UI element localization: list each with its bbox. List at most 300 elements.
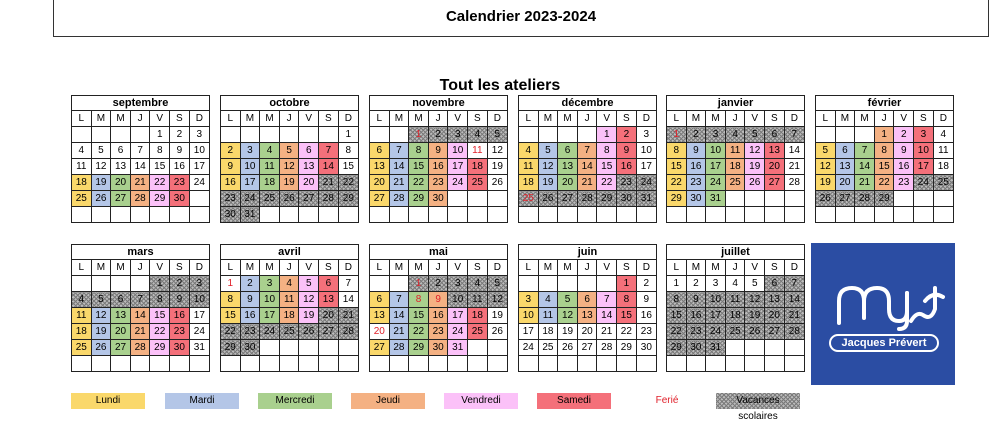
day-cell: 12 <box>558 308 578 324</box>
day-cell: 15 <box>874 159 894 175</box>
day-header: S <box>468 260 488 276</box>
day-cell <box>784 191 804 207</box>
day-cell: 27 <box>299 191 319 207</box>
day-cell: 1 <box>597 127 617 143</box>
day-cell: 2 <box>617 127 637 143</box>
day-cell <box>914 191 934 207</box>
day-cell <box>855 207 875 223</box>
day-cell <box>745 356 765 372</box>
day-cell: 22 <box>409 175 429 191</box>
day-cell: 9 <box>686 292 706 308</box>
day-header: M <box>558 260 578 276</box>
day-cell: 10 <box>260 292 280 308</box>
day-cell <box>894 191 914 207</box>
day-cell <box>130 127 150 143</box>
legend-item: Mardi <box>165 393 239 409</box>
day-header: M <box>409 111 429 127</box>
day-cell: 4 <box>260 143 280 159</box>
day-header: V <box>745 111 765 127</box>
day-cell: 29 <box>667 340 687 356</box>
day-cell: 20 <box>558 175 578 191</box>
day-cell <box>170 207 190 223</box>
day-cell: 23 <box>170 324 190 340</box>
day-cell: 14 <box>784 292 804 308</box>
day-cell: 17 <box>240 175 260 191</box>
day-cell: 18 <box>933 159 953 175</box>
day-cell: 11 <box>468 143 488 159</box>
day-cell: 10 <box>706 292 726 308</box>
day-cell: 26 <box>816 191 836 207</box>
day-header: S <box>170 111 190 127</box>
day-cell: 22 <box>150 324 170 340</box>
day-cell: 4 <box>72 292 92 308</box>
day-header: D <box>784 260 804 276</box>
day-cell: 3 <box>448 127 468 143</box>
day-header: M <box>686 260 706 276</box>
month-calendar <box>666 95 805 223</box>
day-cell: 30 <box>617 191 637 207</box>
day-cell: 24 <box>189 324 209 340</box>
day-cell: 18 <box>725 308 745 324</box>
day-cell: 12 <box>745 292 765 308</box>
day-cell: 2 <box>686 276 706 292</box>
day-cell: 30 <box>240 340 260 356</box>
day-cell: 28 <box>577 191 597 207</box>
day-cell: 22 <box>221 324 241 340</box>
day-cell <box>686 207 706 223</box>
day-cell: 9 <box>428 292 448 308</box>
month-calendar <box>71 95 210 223</box>
day-cell <box>279 356 299 372</box>
page-title: Calendrier 2023-2024 <box>445 8 597 25</box>
day-cell: 1 <box>667 276 687 292</box>
day-cell: 5 <box>745 127 765 143</box>
day-header: V <box>150 260 170 276</box>
day-cell: 23 <box>170 175 190 191</box>
day-header: J <box>130 111 150 127</box>
day-cell <box>706 356 726 372</box>
day-cell: 1 <box>150 127 170 143</box>
day-header: M <box>558 111 578 127</box>
day-cell: 6 <box>577 292 597 308</box>
day-cell <box>189 207 209 223</box>
day-cell: 8 <box>617 292 637 308</box>
day-header: M <box>91 111 111 127</box>
day-cell: 21 <box>319 175 339 191</box>
day-cell <box>338 356 358 372</box>
day-cell: 15 <box>617 308 637 324</box>
day-cell: 18 <box>538 324 558 340</box>
day-cell <box>448 191 468 207</box>
day-cell: 4 <box>519 143 539 159</box>
day-header: D <box>487 111 507 127</box>
day-cell: 13 <box>111 308 131 324</box>
day-cell: 27 <box>558 191 578 207</box>
day-cell <box>636 356 656 372</box>
day-header: D <box>636 111 656 127</box>
day-cell: 1 <box>338 127 358 143</box>
day-cell: 21 <box>338 308 358 324</box>
day-cell: 31 <box>448 340 468 356</box>
day-cell: 5 <box>299 276 319 292</box>
day-cell: 17 <box>914 159 934 175</box>
day-cell: 27 <box>765 175 785 191</box>
day-cell <box>519 207 539 223</box>
day-cell <box>597 276 617 292</box>
day-cell: 6 <box>370 292 390 308</box>
day-cell: 5 <box>816 143 836 159</box>
day-cell: 3 <box>448 276 468 292</box>
day-cell <box>519 276 539 292</box>
day-cell <box>260 207 280 223</box>
day-cell: 12 <box>745 143 765 159</box>
day-cell: 13 <box>370 159 390 175</box>
day-cell: 7 <box>130 292 150 308</box>
day-cell: 26 <box>745 175 765 191</box>
day-cell: 17 <box>706 308 726 324</box>
day-cell: 27 <box>370 191 390 207</box>
day-cell: 15 <box>667 308 687 324</box>
day-header: V <box>448 260 468 276</box>
day-cell <box>725 191 745 207</box>
day-cell: 1 <box>409 276 429 292</box>
day-header: J <box>279 260 299 276</box>
day-header: V <box>597 260 617 276</box>
day-cell: 27 <box>111 340 131 356</box>
day-cell: 15 <box>221 308 241 324</box>
day-cell: 30 <box>686 340 706 356</box>
day-cell: 30 <box>686 191 706 207</box>
day-header: J <box>428 260 448 276</box>
day-cell: 24 <box>706 324 726 340</box>
day-cell <box>487 191 507 207</box>
day-header: L <box>816 111 836 127</box>
day-cell: 5 <box>745 276 765 292</box>
day-header: M <box>538 111 558 127</box>
day-cell: 24 <box>189 175 209 191</box>
day-cell: 19 <box>745 159 765 175</box>
day-cell: 4 <box>725 127 745 143</box>
day-cell <box>338 340 358 356</box>
day-cell <box>636 207 656 223</box>
day-cell: 29 <box>221 340 241 356</box>
day-cell <box>389 207 409 223</box>
day-cell: 17 <box>636 159 656 175</box>
day-cell: 15 <box>409 159 429 175</box>
day-cell <box>538 207 558 223</box>
mjc-logo-icon <box>811 243 955 333</box>
day-cell: 18 <box>72 324 92 340</box>
day-cell: 6 <box>370 143 390 159</box>
day-cell <box>617 356 637 372</box>
day-cell <box>487 356 507 372</box>
day-cell: 7 <box>784 127 804 143</box>
month-name: janvier <box>667 96 805 111</box>
day-cell: 20 <box>111 175 131 191</box>
day-cell: 12 <box>91 159 111 175</box>
day-cell: 1 <box>409 127 429 143</box>
day-cell <box>130 356 150 372</box>
day-header: V <box>150 111 170 127</box>
day-cell: 17 <box>189 159 209 175</box>
day-cell <box>319 127 339 143</box>
day-header: J <box>130 260 150 276</box>
day-cell: 6 <box>111 143 131 159</box>
day-cell <box>279 207 299 223</box>
day-cell: 31 <box>636 191 656 207</box>
day-cell: 12 <box>538 159 558 175</box>
day-cell <box>448 356 468 372</box>
day-header: M <box>538 260 558 276</box>
day-cell: 21 <box>389 175 409 191</box>
day-cell <box>597 356 617 372</box>
month-name: octobre <box>221 96 359 111</box>
day-cell: 28 <box>597 340 617 356</box>
day-cell: 16 <box>894 159 914 175</box>
day-cell <box>745 340 765 356</box>
day-cell: 24 <box>914 175 934 191</box>
day-cell: 9 <box>617 143 637 159</box>
day-cell <box>389 127 409 143</box>
day-cell: 18 <box>468 308 488 324</box>
day-cell: 28 <box>784 324 804 340</box>
day-cell: 24 <box>260 324 280 340</box>
day-cell: 12 <box>91 308 111 324</box>
day-cell: 25 <box>279 324 299 340</box>
day-cell <box>468 340 488 356</box>
day-cell: 19 <box>816 175 836 191</box>
day-cell: 17 <box>448 159 468 175</box>
day-cell <box>706 207 726 223</box>
day-cell: 23 <box>894 175 914 191</box>
day-cell: 9 <box>170 143 190 159</box>
day-cell <box>319 340 339 356</box>
day-cell: 7 <box>577 143 597 159</box>
day-cell: 25 <box>468 324 488 340</box>
day-cell <box>72 207 92 223</box>
mjc-logo <box>811 243 955 385</box>
day-cell: 4 <box>538 292 558 308</box>
day-cell: 2 <box>428 276 448 292</box>
day-cell: 9 <box>221 159 241 175</box>
day-cell: 25 <box>725 324 745 340</box>
day-cell: 26 <box>279 191 299 207</box>
day-cell: 5 <box>91 143 111 159</box>
day-cell <box>538 276 558 292</box>
day-cell: 25 <box>519 191 539 207</box>
day-cell: 5 <box>487 276 507 292</box>
day-cell: 13 <box>299 159 319 175</box>
day-header: D <box>933 111 953 127</box>
day-header: D <box>636 260 656 276</box>
day-cell: 15 <box>597 159 617 175</box>
day-cell: 14 <box>597 308 617 324</box>
month-name: juillet <box>667 245 805 260</box>
day-cell: 17 <box>448 308 468 324</box>
day-cell: 24 <box>448 175 468 191</box>
day-header: V <box>894 111 914 127</box>
day-cell: 3 <box>706 127 726 143</box>
day-cell: 5 <box>91 292 111 308</box>
day-cell <box>299 207 319 223</box>
day-cell: 30 <box>170 340 190 356</box>
day-header: J <box>577 260 597 276</box>
day-cell: 22 <box>150 175 170 191</box>
day-cell: 10 <box>448 143 468 159</box>
calendar-subtitle: Tout les ateliers <box>439 77 561 94</box>
day-cell <box>468 356 488 372</box>
day-cell <box>855 127 875 143</box>
day-cell <box>617 207 637 223</box>
day-cell: 20 <box>370 324 390 340</box>
day-cell <box>874 207 894 223</box>
day-cell: 10 <box>706 143 726 159</box>
day-cell: 28 <box>130 340 150 356</box>
day-header: M <box>835 111 855 127</box>
day-cell <box>150 207 170 223</box>
day-cell: 21 <box>855 175 875 191</box>
day-cell <box>319 356 339 372</box>
day-cell: 20 <box>319 308 339 324</box>
legend-item: Samedi <box>537 393 611 409</box>
day-cell: 29 <box>617 340 637 356</box>
day-cell <box>577 127 597 143</box>
day-cell: 26 <box>91 340 111 356</box>
day-cell <box>765 356 785 372</box>
day-cell <box>130 207 150 223</box>
day-cell: 18 <box>468 159 488 175</box>
day-header: M <box>111 260 131 276</box>
day-cell: 21 <box>389 324 409 340</box>
day-cell <box>784 340 804 356</box>
day-cell: 23 <box>221 191 241 207</box>
day-cell: 17 <box>519 324 539 340</box>
day-cell: 28 <box>130 191 150 207</box>
day-cell <box>91 207 111 223</box>
day-cell <box>370 127 390 143</box>
day-cell: 9 <box>894 143 914 159</box>
month-name: novembre <box>370 96 508 111</box>
day-cell: 4 <box>279 276 299 292</box>
day-header: M <box>260 260 280 276</box>
day-cell: 23 <box>428 175 448 191</box>
month-name: juin <box>519 245 657 260</box>
day-cell: 1 <box>874 127 894 143</box>
day-cell: 9 <box>636 292 656 308</box>
day-cell <box>667 207 687 223</box>
day-header: M <box>389 111 409 127</box>
day-cell <box>189 191 209 207</box>
day-cell: 23 <box>617 175 637 191</box>
day-cell: 31 <box>240 207 260 223</box>
day-cell: 7 <box>319 143 339 159</box>
day-cell: 21 <box>130 324 150 340</box>
day-cell: 29 <box>667 191 687 207</box>
day-cell: 9 <box>686 143 706 159</box>
day-cell: 13 <box>835 159 855 175</box>
day-cell: 19 <box>91 175 111 191</box>
day-header: J <box>725 260 745 276</box>
day-cell: 22 <box>597 175 617 191</box>
day-header: D <box>189 111 209 127</box>
day-cell: 6 <box>111 292 131 308</box>
day-cell: 22 <box>409 324 429 340</box>
day-cell: 15 <box>338 159 358 175</box>
day-cell <box>765 191 785 207</box>
day-cell: 20 <box>835 175 855 191</box>
day-cell: 8 <box>409 143 429 159</box>
day-cell: 13 <box>111 159 131 175</box>
day-cell: 27 <box>370 340 390 356</box>
day-cell: 11 <box>725 143 745 159</box>
day-cell <box>835 207 855 223</box>
day-cell: 10 <box>240 159 260 175</box>
day-cell: 2 <box>221 143 241 159</box>
day-header: M <box>240 260 260 276</box>
day-cell: 3 <box>189 127 209 143</box>
day-cell: 25 <box>725 175 745 191</box>
day-cell: 9 <box>170 292 190 308</box>
day-header: L <box>221 111 241 127</box>
day-cell: 25 <box>260 191 280 207</box>
day-cell: 5 <box>279 143 299 159</box>
day-cell: 17 <box>706 159 726 175</box>
day-cell: 5 <box>487 127 507 143</box>
day-cell: 10 <box>448 292 468 308</box>
day-cell <box>894 207 914 223</box>
day-cell: 28 <box>319 191 339 207</box>
day-cell: 11 <box>468 292 488 308</box>
day-cell: 22 <box>667 324 687 340</box>
day-cell <box>914 207 934 223</box>
day-cell: 14 <box>784 143 804 159</box>
day-header: V <box>597 111 617 127</box>
day-cell: 11 <box>538 308 558 324</box>
day-cell: 20 <box>370 175 390 191</box>
day-cell <box>370 207 390 223</box>
day-cell <box>428 356 448 372</box>
day-cell <box>338 207 358 223</box>
day-cell: 19 <box>487 159 507 175</box>
day-header: M <box>91 260 111 276</box>
legend-item: Mercredi <box>258 393 332 409</box>
day-cell: 5 <box>558 292 578 308</box>
month-calendar <box>518 244 657 372</box>
day-cell <box>835 127 855 143</box>
day-cell: 6 <box>319 276 339 292</box>
day-cell: 8 <box>409 292 429 308</box>
day-cell: 27 <box>319 324 339 340</box>
day-cell: 19 <box>487 308 507 324</box>
day-cell: 8 <box>597 143 617 159</box>
day-cell: 10 <box>914 143 934 159</box>
day-cell: 2 <box>240 276 260 292</box>
day-cell <box>409 207 429 223</box>
day-cell: 13 <box>370 308 390 324</box>
day-header: S <box>319 111 339 127</box>
day-cell: 27 <box>111 191 131 207</box>
day-cell: 28 <box>855 191 875 207</box>
day-cell <box>221 356 241 372</box>
day-header: S <box>319 260 339 276</box>
day-cell: 16 <box>170 159 190 175</box>
day-cell: 21 <box>784 308 804 324</box>
day-cell: 26 <box>487 175 507 191</box>
day-cell <box>597 207 617 223</box>
day-header: S <box>468 111 488 127</box>
day-cell: 7 <box>855 143 875 159</box>
day-header: J <box>279 111 299 127</box>
